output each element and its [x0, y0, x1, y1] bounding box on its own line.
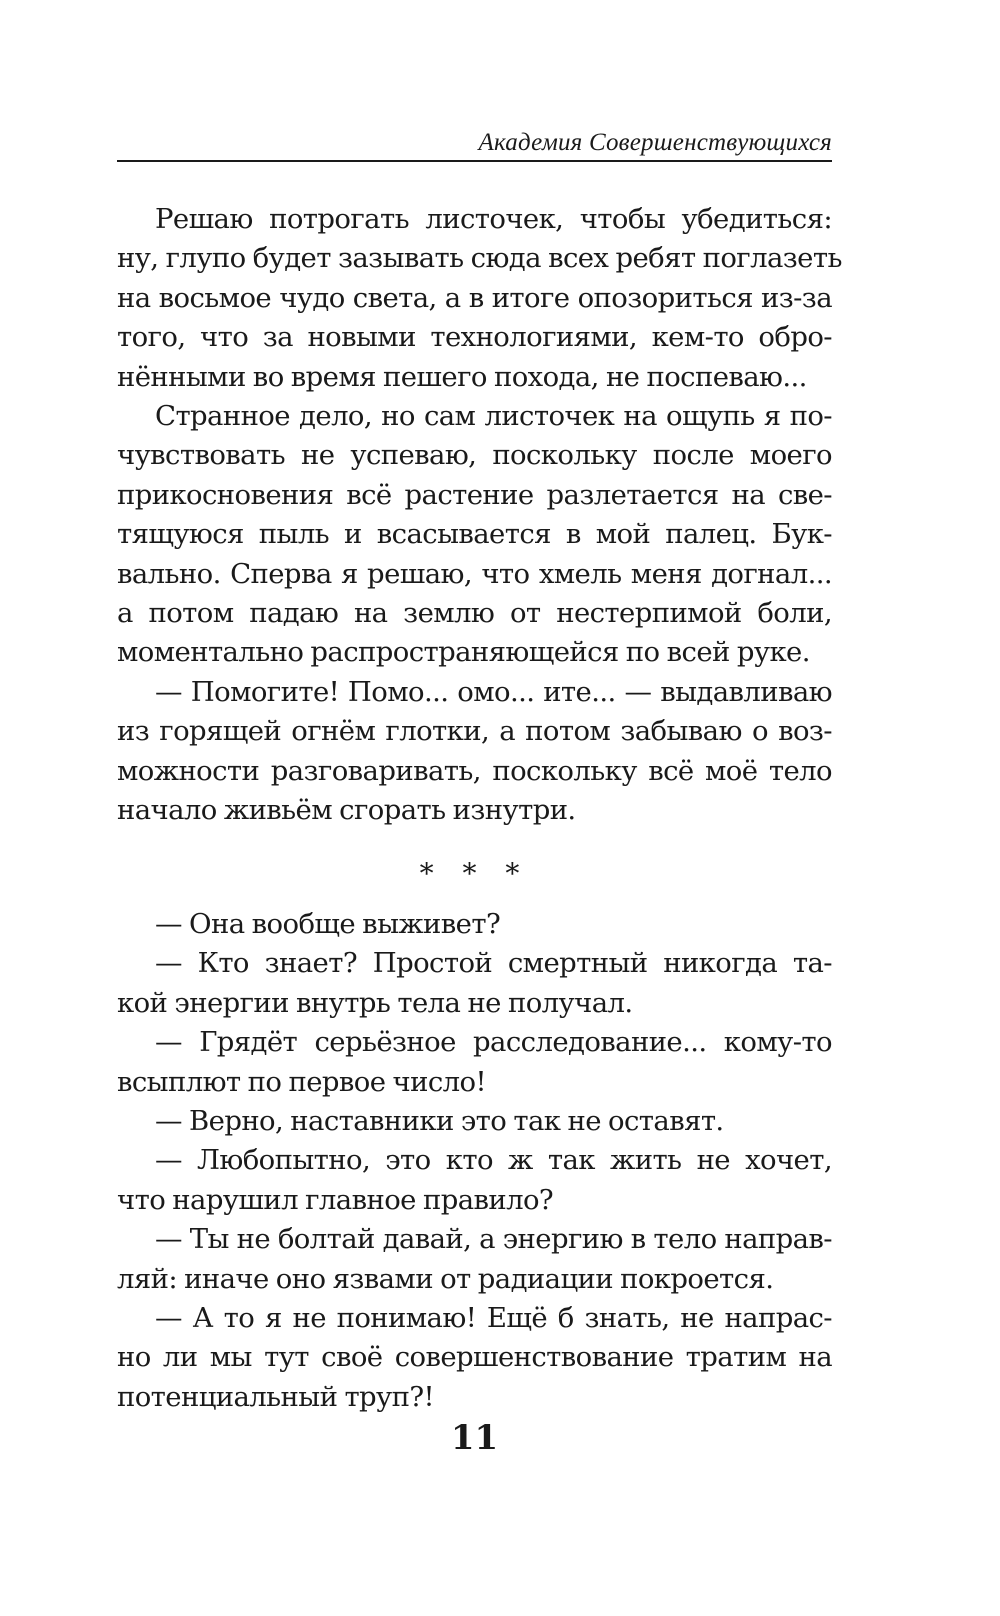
text-line: — Ты не болтай давай, а энергию в тело направ- [155, 1223, 832, 1256]
text-line: Странное дело, но сам листочек на ощупь я по- [155, 400, 832, 433]
text-line: моментально распространяющейся по всей руке. [117, 636, 810, 669]
text-line: — Верно, наставники это так не оставят. [155, 1105, 724, 1138]
text-line: что нарушил главное правило? [117, 1183, 554, 1216]
text-line: вально. Сперва я решаю, что хмель меня догнал... [117, 557, 832, 590]
text-line: можности разговаривать, поскольку всё моё тело [117, 754, 832, 787]
text-line: чувствовать не успеваю, поскольку после моего [117, 439, 832, 472]
text-line: нёнными во время пешего похода, не поспеваю... [117, 360, 807, 393]
text-line: того, что за новыми технологиями, кем-то обро- [117, 321, 832, 354]
page-number: 11 [450, 1418, 499, 1458]
text-line: — А то я не понимаю! Ещё б знать, не напрас- [155, 1302, 832, 1335]
text-line: — Грядёт серьёзное расследование... кому-то [155, 1026, 832, 1059]
text-line: — Любопытно, это кто ж так жить не хочет, [155, 1144, 832, 1177]
body-text-section-1 [117, 200, 842, 831]
running-head-title: Академия Совершенствующихся [478, 129, 832, 156]
header-rule [117, 160, 832, 162]
text-line: Решаю потрогать листочек, чтобы убедиться: [155, 203, 832, 235]
text-line: тящуюся пыль и всасывается в мой палец. Бук- [117, 518, 832, 551]
text-line: ляй: иначе оно язвами от радиации покроется. [117, 1262, 774, 1295]
text-line: а потом падаю на землю от нестерпимой боли, [117, 597, 832, 630]
text-line: — Кто знает? Простой смертный никогда та- [155, 947, 832, 980]
text-line: на восьмое чудо света, а в итоге опозориться из-за [117, 281, 832, 314]
text-line: кой энергии внутрь тела не получал. [117, 986, 633, 1019]
text-line: прикосновения всё растение разлетается на све- [117, 478, 832, 511]
text-line: из горящей огнём глотки, а потом забываю о воз- [117, 715, 832, 748]
body-text-section-2 [117, 905, 832, 1417]
text-line: — Она вообще выживет? [155, 908, 501, 940]
section-separator: * * * [419, 857, 530, 890]
text-line: потенциальный труп?! [117, 1380, 434, 1413]
text-line: ну, глупо будет зазывать сюда всех ребят поглазеть [117, 242, 842, 275]
text-line: но ли мы тут своё совершенствование тратим на [117, 1341, 832, 1374]
text-line: — Помогите! Помо... омо... ите... — выдавливаю [155, 675, 832, 708]
text-line: всыплют по первое число! [117, 1065, 486, 1098]
text-line: начало живьём сгорать изнутри. [117, 794, 576, 827]
